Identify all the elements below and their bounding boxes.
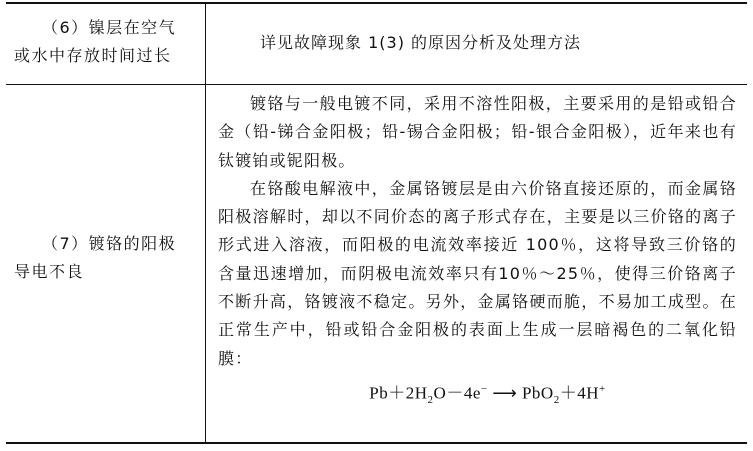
- cause-7-line1: （7）镀铬的阳极: [42, 234, 177, 253]
- eq-plus-2h: ＋2H: [388, 383, 428, 403]
- eq-sub-2: 2: [427, 394, 434, 407]
- eq-arrow: ⟶: [487, 383, 522, 403]
- eq-sup-minus: −: [480, 382, 488, 395]
- eq-pb: Pb: [369, 383, 389, 403]
- remedy-7-paragraph-1: 镀铬与一般电镀不同，采用不溶性阳极，主要采用的是铅或铅合金（铅-锑合金阳极；铅-锡合金阳极；铅-银合金阳极），近年来也有钛镀铂或铌阳极。: [218, 94, 737, 170]
- remedy-6-text: 详见故障现象 1(3) 的原因分析及处理方法: [260, 33, 582, 52]
- eq-sup-plus: +: [598, 382, 606, 395]
- eq-minus-4e: －4e: [446, 383, 481, 403]
- eq-pbo: PbO: [521, 383, 554, 403]
- eq-o: O: [433, 383, 447, 403]
- remedy-cell-6: [206, 4, 747, 84]
- chemical-equation: [218, 375, 737, 414]
- cause-cell-6: [6, 10, 205, 84]
- cause-cell-7: [6, 230, 205, 286]
- cause-6-line1: （6）镍层在空气: [42, 18, 177, 37]
- eq-sub-2b: 2: [553, 394, 560, 407]
- row-divider: [6, 84, 747, 85]
- fault-table: [6, 2, 747, 444]
- cause-7-line2: 导电不良: [14, 262, 85, 281]
- remedy-cell-7: [206, 90, 747, 414]
- cause-6-line2: 或水中存放时间过长: [14, 46, 172, 65]
- remedy-7-paragraph-2: 在铬酸电解液中，金属铬镀层是由六价铬直接还原的，而金属铬阳极溶解时，却以不同价态的离子形式存在，主要是以三价铬的离子形式进入溶液，而阳极的电流效率接近 100％，这将导致三价铬的含量迅速增加，而阴极电流效率只有10％～25％，使得三价铬离子不断升高，铬镀液不稳定。另外，金属铬硬而脆，不易加工成型。在正常生产中，铅或铅合金阳极的表面上生成一层暗褐色的二氧化铅膜：: [218, 178, 737, 368]
- eq-plus-4h: ＋4H: [559, 383, 599, 403]
